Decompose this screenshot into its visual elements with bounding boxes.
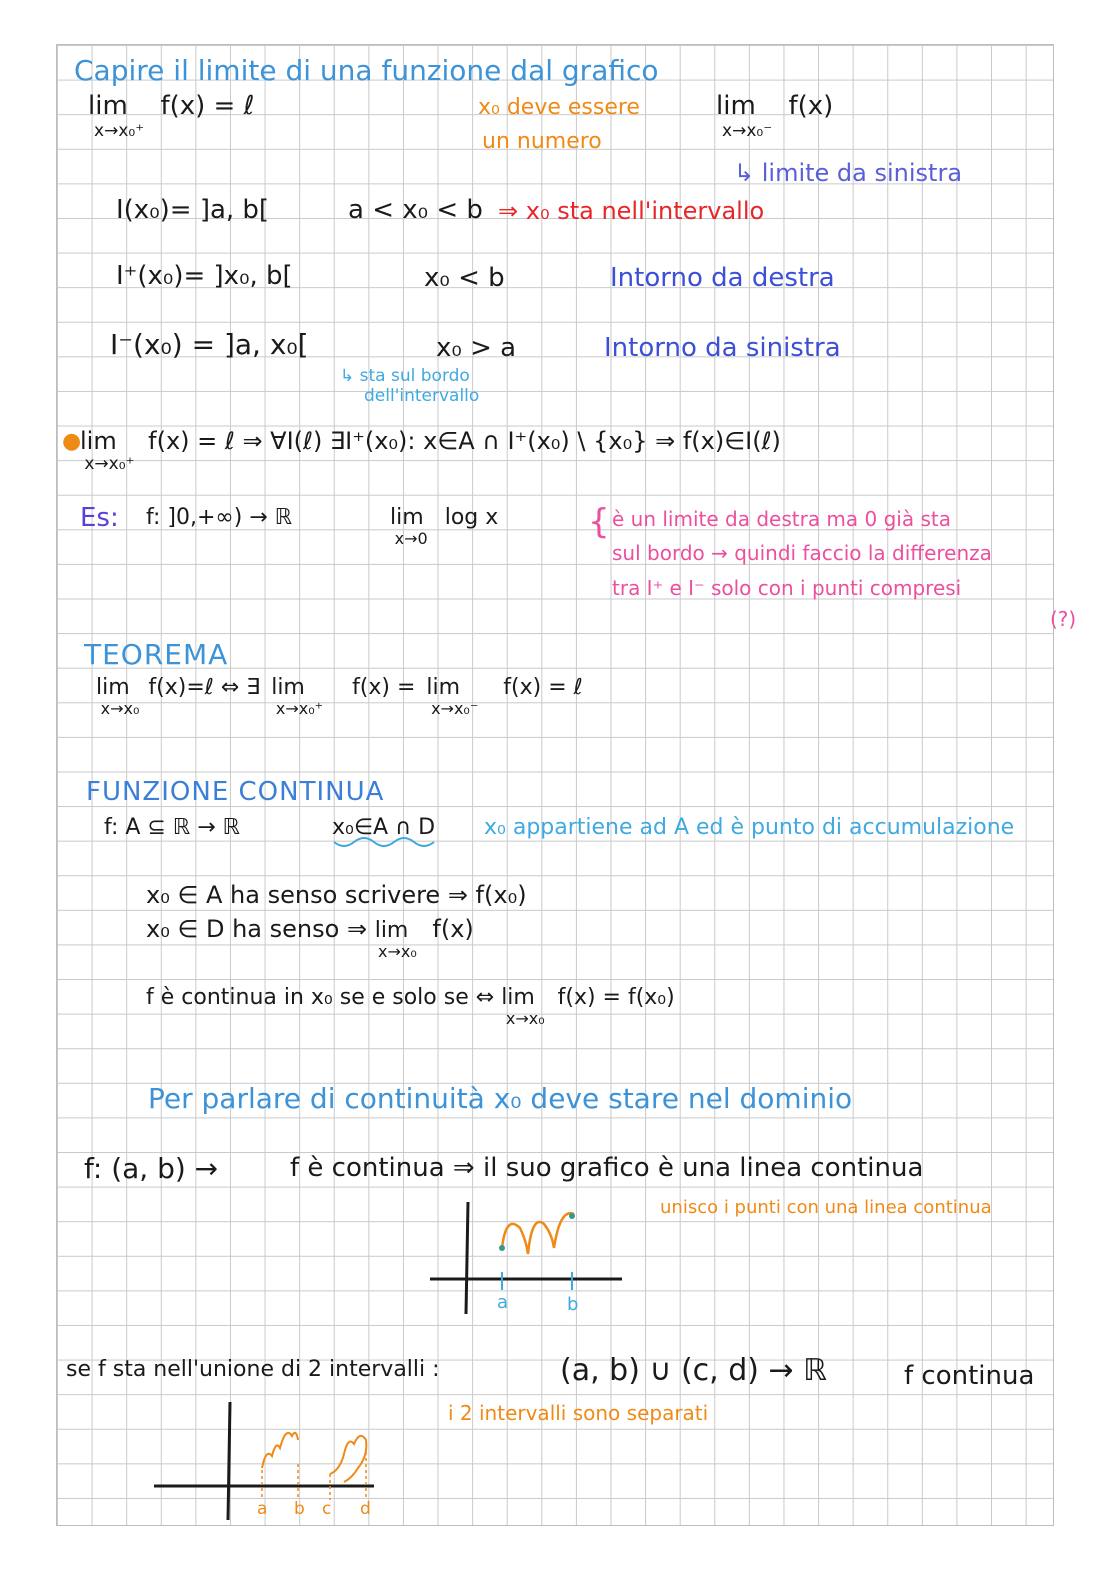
union-label-a: a — [257, 1499, 268, 1519]
domain-note: Per parlare di continuità x₀ deve stare nel dominio — [148, 1082, 853, 1115]
union-expression: (a, b) ∪ (c, d) → ℝ — [560, 1353, 827, 1388]
interval-note: unisco i punti con una linea continua — [660, 1197, 992, 1218]
neighborhood-left-expr: I⁻(x₀) = ]a, x₀[ — [110, 328, 309, 361]
line2-text: x₀ ∈ D ha senso ⇒ — [146, 915, 368, 943]
bullet-icon: ● — [62, 429, 82, 454]
example-note-line3: tra I⁺ e I⁻ solo con i punti compresi — [612, 576, 962, 600]
lim-word: lim — [96, 675, 130, 700]
lim-subscript: x→x₀⁻ — [722, 121, 773, 141]
definition-expression: f(x) = ℓ ⇒ ∀I(ℓ) ∃I⁺(x₀): x∈A ∩ I⁺(x₀) \ {x₀} ⇒ f(x)∈I(ℓ) — [148, 427, 781, 455]
lim-word: lim — [426, 675, 461, 700]
example-expression: log x — [444, 505, 499, 530]
lim-expression: f(x) — [788, 91, 834, 121]
union-note: i 2 intervalli sono separati — [448, 1401, 709, 1425]
lim-subscript: x→x₀⁺ — [275, 699, 324, 718]
wavy-underline — [334, 838, 434, 846]
theorem-expression-3: f(x) = ℓ — [503, 675, 583, 700]
interval-label-a: a — [497, 1292, 509, 1313]
border-note-line2: dell'intervallo — [364, 386, 480, 406]
brace-icon: { — [588, 502, 610, 542]
lim-subscript: x→x₀⁻ — [431, 699, 479, 718]
lim-word: lim — [716, 91, 756, 121]
union-y-axis — [228, 1402, 230, 1520]
lim-subscript: x→x₀ — [100, 699, 140, 718]
neighborhood-left-cond: x₀ > a — [436, 333, 517, 363]
union-label-b: b — [294, 1499, 305, 1519]
lim-word: lim — [271, 675, 305, 700]
union-label-d: d — [360, 1499, 371, 1519]
example-function: f: ]0,+∞) → ℝ — [146, 505, 293, 530]
lim-expression: f(x) = ℓ — [160, 91, 255, 121]
neighborhood-right-cond: x₀ < b — [424, 263, 505, 293]
interval-y-axis — [466, 1202, 468, 1314]
x0-note-line1: x₀ deve essere — [478, 95, 640, 120]
example-note-line2: sul bordo → quindi faccio la differenza — [612, 541, 992, 565]
line2-expression: f(x) — [432, 915, 474, 943]
lim-subscript: x→x₀⁺ — [84, 454, 135, 474]
example-note-line1: è un limite da destra ma 0 già sta — [612, 507, 951, 531]
interval-endpoint-b — [569, 1213, 575, 1219]
lim-word: lim — [374, 918, 409, 943]
continuous-line1: x₀ ∈ A ha senso scrivere ⇒ f(x₀) — [146, 881, 527, 909]
theorem-heading: TEOREMA — [84, 638, 229, 671]
continuous-domain: f: A ⊆ ℝ → ℝ — [104, 815, 241, 840]
lim-word: lim — [390, 505, 424, 530]
example-note-line4: (?) — [1050, 607, 1077, 631]
union-curve-cd — [330, 1436, 366, 1482]
union-statement: se f sta nell'unione di 2 intervalli : — [66, 1357, 440, 1382]
lim-word: lim — [80, 427, 117, 455]
neighborhood-full-expr: I(x₀)= ]a, b[ — [116, 195, 270, 225]
interval-label-b: b — [567, 1294, 579, 1315]
union-label-c: c — [322, 1499, 332, 1519]
interval-endpoint-a — [499, 1245, 505, 1251]
neighborhood-right-expr: I⁺(x₀)= ]x₀, b[ — [116, 261, 293, 291]
lim-word: lim — [88, 91, 128, 121]
page-title: Capire il limite di una funzione dal grafico — [74, 54, 659, 87]
union-curve-ab — [262, 1433, 298, 1468]
continuous-condition: x₀∈A ∩ D — [332, 815, 436, 840]
interval-statement: f è continua ⇒ il suo grafico è una linea continua — [290, 1153, 924, 1183]
theorem-expression-1: f(x)=ℓ ⇔ ∃ — [148, 675, 261, 700]
lim-subscript: x→0 — [394, 529, 428, 548]
lim-subscript: x→x₀⁺ — [94, 121, 145, 141]
neighborhood-right-note: Intorno da destra — [610, 263, 835, 293]
lim-subscript: x→x₀ — [505, 1009, 545, 1028]
continuous-heading: FUNZIONE CONTINUA — [86, 777, 385, 807]
theorem-expression-2: f(x) = — [352, 675, 416, 700]
continuous-condition-note: x₀ appartiene ad A ed è punto di accumulazione — [484, 815, 1015, 840]
definition-expression: f(x) = f(x₀) — [557, 985, 675, 1010]
neighborhood-full-note: ⇒ x₀ sta nell'intervallo — [498, 197, 765, 225]
definition-text: f è continua in x₀ se e solo se ⇔ — [146, 985, 495, 1010]
lim-subscript: x→x₀ — [378, 942, 417, 961]
lim-word: lim — [501, 985, 535, 1010]
x0-note-line2: un numero — [482, 129, 602, 154]
neighborhood-full-cond: a < x₀ < b — [348, 195, 483, 225]
interval-curve — [502, 1213, 574, 1254]
limit-left-note: ↳ limite da sinistra — [734, 159, 963, 187]
neighborhood-left-note: Intorno da sinistra — [604, 333, 841, 363]
interval-expression: f: (a, b) → — [84, 1152, 219, 1185]
example-label: Es: — [80, 503, 119, 533]
border-note-line1: ↳ sta sul bordo — [340, 366, 470, 386]
union-result: f continua — [904, 1361, 1035, 1391]
